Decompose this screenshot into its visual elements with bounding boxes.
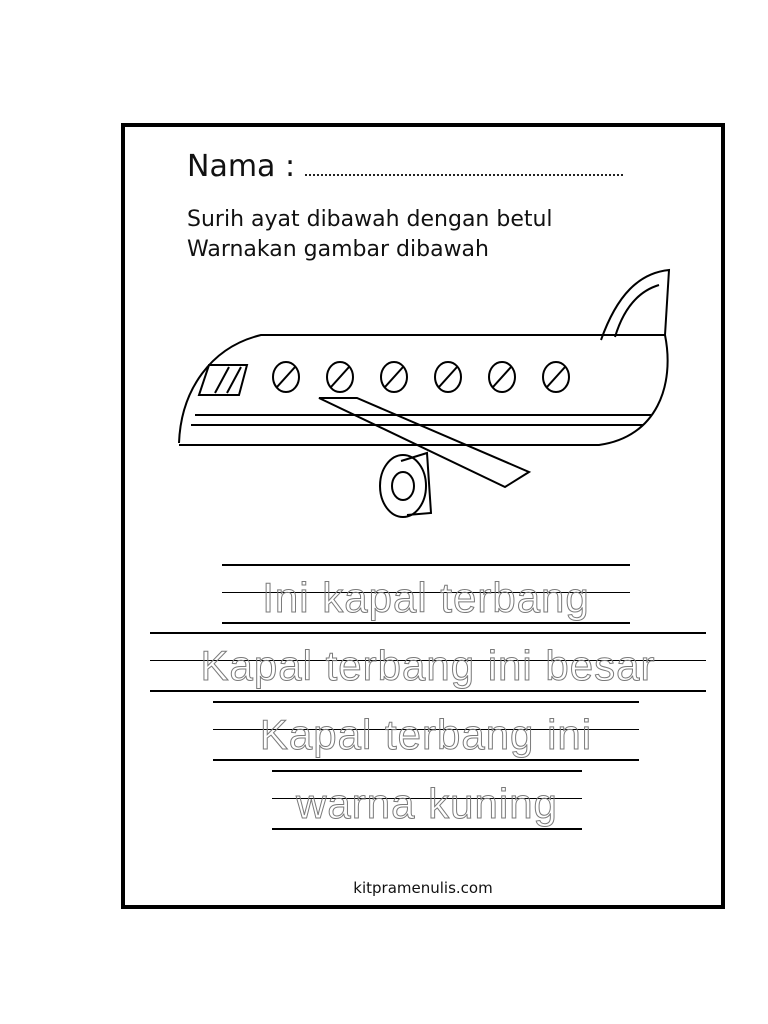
airplane-illustration <box>169 265 689 535</box>
name-label: Nama : <box>187 149 296 184</box>
name-field <box>187 149 623 184</box>
fuselage-stripe <box>191 415 651 425</box>
trace-line-1 <box>222 564 630 624</box>
instruction-color: Warnakan gambar dibawah <box>187 237 489 262</box>
name-dotted-line <box>305 156 623 176</box>
trace-line-2 <box>150 632 706 692</box>
trace-text-2: Kapal terbang ini besar <box>200 642 656 689</box>
cabin-windows <box>273 362 569 392</box>
trace-text-1: Ini kapal terbang <box>262 574 590 621</box>
trace-line-4 <box>272 770 582 830</box>
engine <box>380 453 431 517</box>
fuselage <box>179 335 668 445</box>
tail-fin <box>601 270 669 340</box>
trace-line-3 <box>213 701 639 761</box>
site-credit: kitpramenulis.com <box>353 879 493 897</box>
worksheet-border <box>121 123 725 909</box>
trace-text-3: Kapal terbang ini <box>259 711 593 758</box>
instruction-trace: Surih ayat dibawah dengan betul <box>187 207 553 232</box>
trace-text-4: warna kuning <box>296 780 558 827</box>
